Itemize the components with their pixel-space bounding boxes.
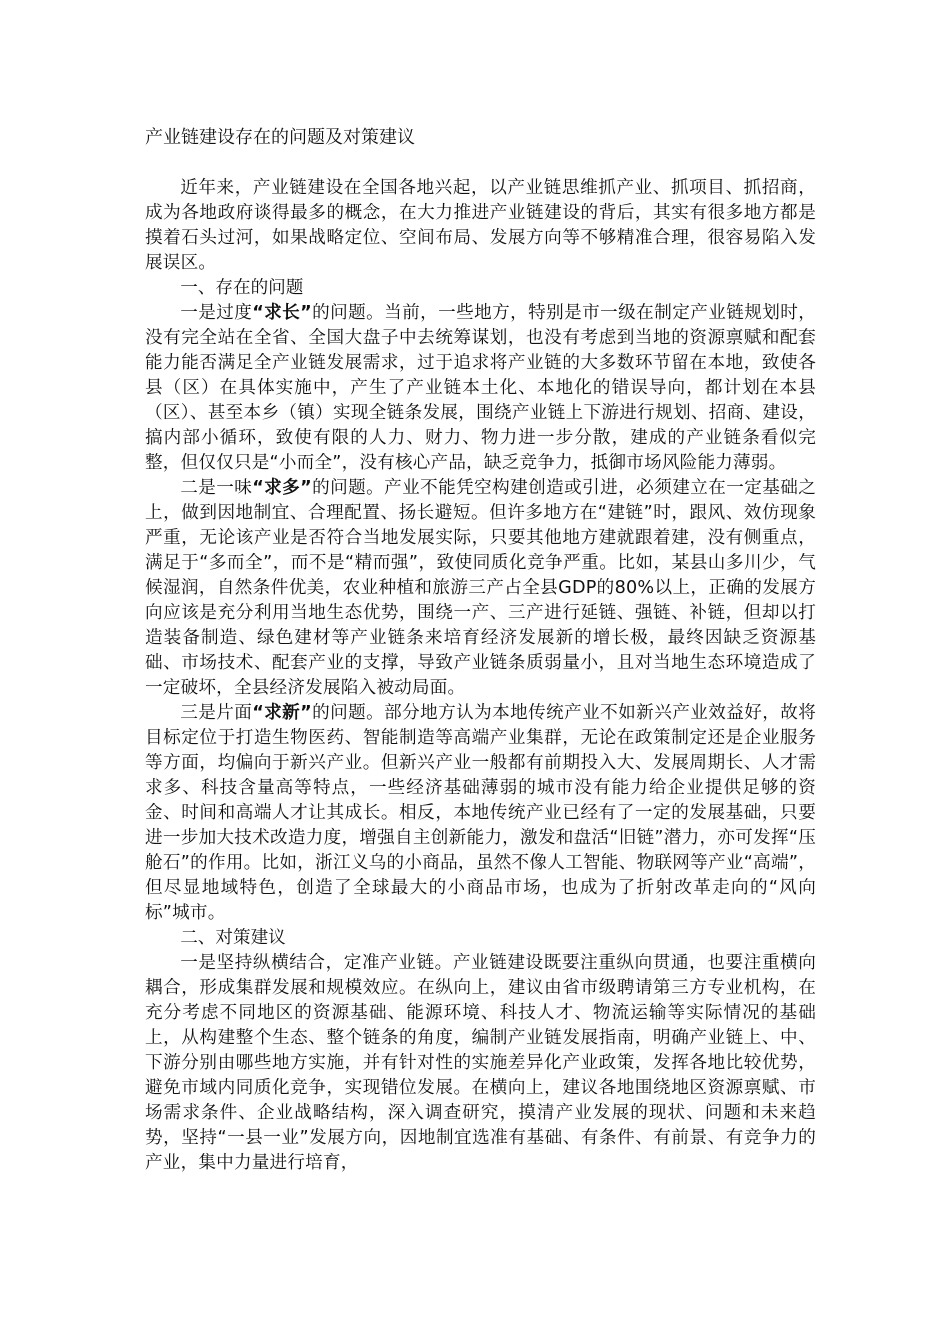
problem-paragraph-3 <box>145 701 816 926</box>
problem-3-keyword: “求新” <box>252 703 312 723</box>
problem-2-keyword: “求多” <box>252 478 312 498</box>
section-heading-problems: 一、存在的问题 <box>180 278 304 298</box>
problem-1-keyword: “求长” <box>252 303 312 323</box>
section-heading-suggestions: 二、对策建议 <box>180 928 286 948</box>
problem-2-lead: 二是一味 <box>180 478 253 498</box>
problem-3-text: 的问题。部分地方认为本地传统产业不如新兴产业效益好，故将目标定位于打造生物医药、智能制造等高端产业集群，无论在政策制定还是企业服务等方面，均偏向于新兴产业。但新兴产业一般都有前期投入大、发展周期长、人才需求多、科技含量高等特点，一些经济基础薄弱的城市没有能力给企业提供足够的资金、时间和高端人才让其成长。相反，本地传统产业已经有了一定的发展基础，只要进一步加大技术改造力度，增强自主创新能力，激发和盘活“旧链”潜力，亦可发挥“压舱石”的作用。比如，浙江义乌的小商品，虽然不像人工智能、物联网等产业“高端”，但尽显地域特色，创造了全球最大的小商品市场，也成为了折射改革走向的“风向标”城市。 <box>145 703 816 923</box>
problem-paragraph-2 <box>145 476 816 701</box>
problem-3-lead: 三是片面 <box>180 703 253 723</box>
problem-1-lead: 一是过度 <box>180 303 253 323</box>
intro-paragraph: 近年来，产业链建设在全国各地兴起，以产业链思维抓产业、抓项目、抓招商，成为各地政府谈得最多的概念，在大力推进产业链建设的背后，其实有很多地方都是摸着石头过河，如果战略定位、空间布局、发展方向等不够精准合理，很容易陷入发展误区。 <box>145 178 816 273</box>
suggestion-paragraph-1: 一是坚持纵横结合，定准产业链。产业链建设既要注重纵向贯通，也要注重横向耦合，形成集群发展和规模效应。在纵向上，建议由省市级聘请第三方专业机构，在充分考虑不同地区的资源基础、能源环境、科技人才、物流运输等实际情况的基础上，从构建整个生态、整个链条的角度，编制产业链发展指南，明确产业链上、中、下游分别由哪些地方实施，并有针对性的实施差异化产业政策，发挥各地比较优势，避免市域内同质化竞争，实现错位发展。在横向上，建议各地围绕地区资源禀赋、市场需求条件、企业战略结构，深入调查研究，摸清产业发展的现状、问题和未来趋势，坚持“一县一业”发展方向，因地制宜选准有基础、有条件、有前景、有竞争力的产业，集中力量进行培育， <box>145 953 816 1173</box>
problem-paragraph-1 <box>145 301 816 476</box>
document-title: 产业链建设存在的问题及对策建议 <box>145 127 415 148</box>
document-body <box>145 173 816 1176</box>
problem-2-text: 的问题。产业不能凭空构建创造或引进，必须建立在一定基础之上，做到因地制宜、合理配置、扬长避短。但许多地方在“建链”时，跟风、效仿现象严重，无论该产业是否符合当地发展实际，只要其他地方建就跟着建，没有侧重点，满足于“多而全”，而不是“精而强”，致使同质化竞争严重。比如，某县山多川少，气候湿润，自然条件优美，农业种植和旅游三产占全县GDP的80%以上，正确的发展方向应该是充分利用当地生态优势，围绕一产、三产进行延链、强链、补链，但却以打造装备制造、绿色建材等产业链条来培育经济发展新的增长极，最终因缺乏资源基础、市场技术、配套产业的支撑，导致产业链条质弱量小，且对当地生态环境造成了一定破坏，全县经济发展陷入被动局面。 <box>145 478 816 698</box>
problem-1-text: 的问题。当前，一些地方，特别是市一级在制定产业链规划时，没有完全站在全省、全国大盘子中去统筹谋划，也没有考虑到当地的资源禀赋和配套能力能否满足全产业链发展需求，过于追求将产业链的大多数环节留在本地，致使各县（区）在具体实施中，产生了产业链本土化、本地化的错误导向，都计划在本县（区）、甚至本乡（镇）实现全链条发展，围绕产业链上下游进行规划、招商、建设，搞内部小循环，致使有限的人力、财力、物力进一步分散，建成的产业链条看似完整，但仅仅只是“小而全”，没有核心产品，缺乏竞争力，抵御市场风险能力薄弱。 <box>145 303 816 473</box>
